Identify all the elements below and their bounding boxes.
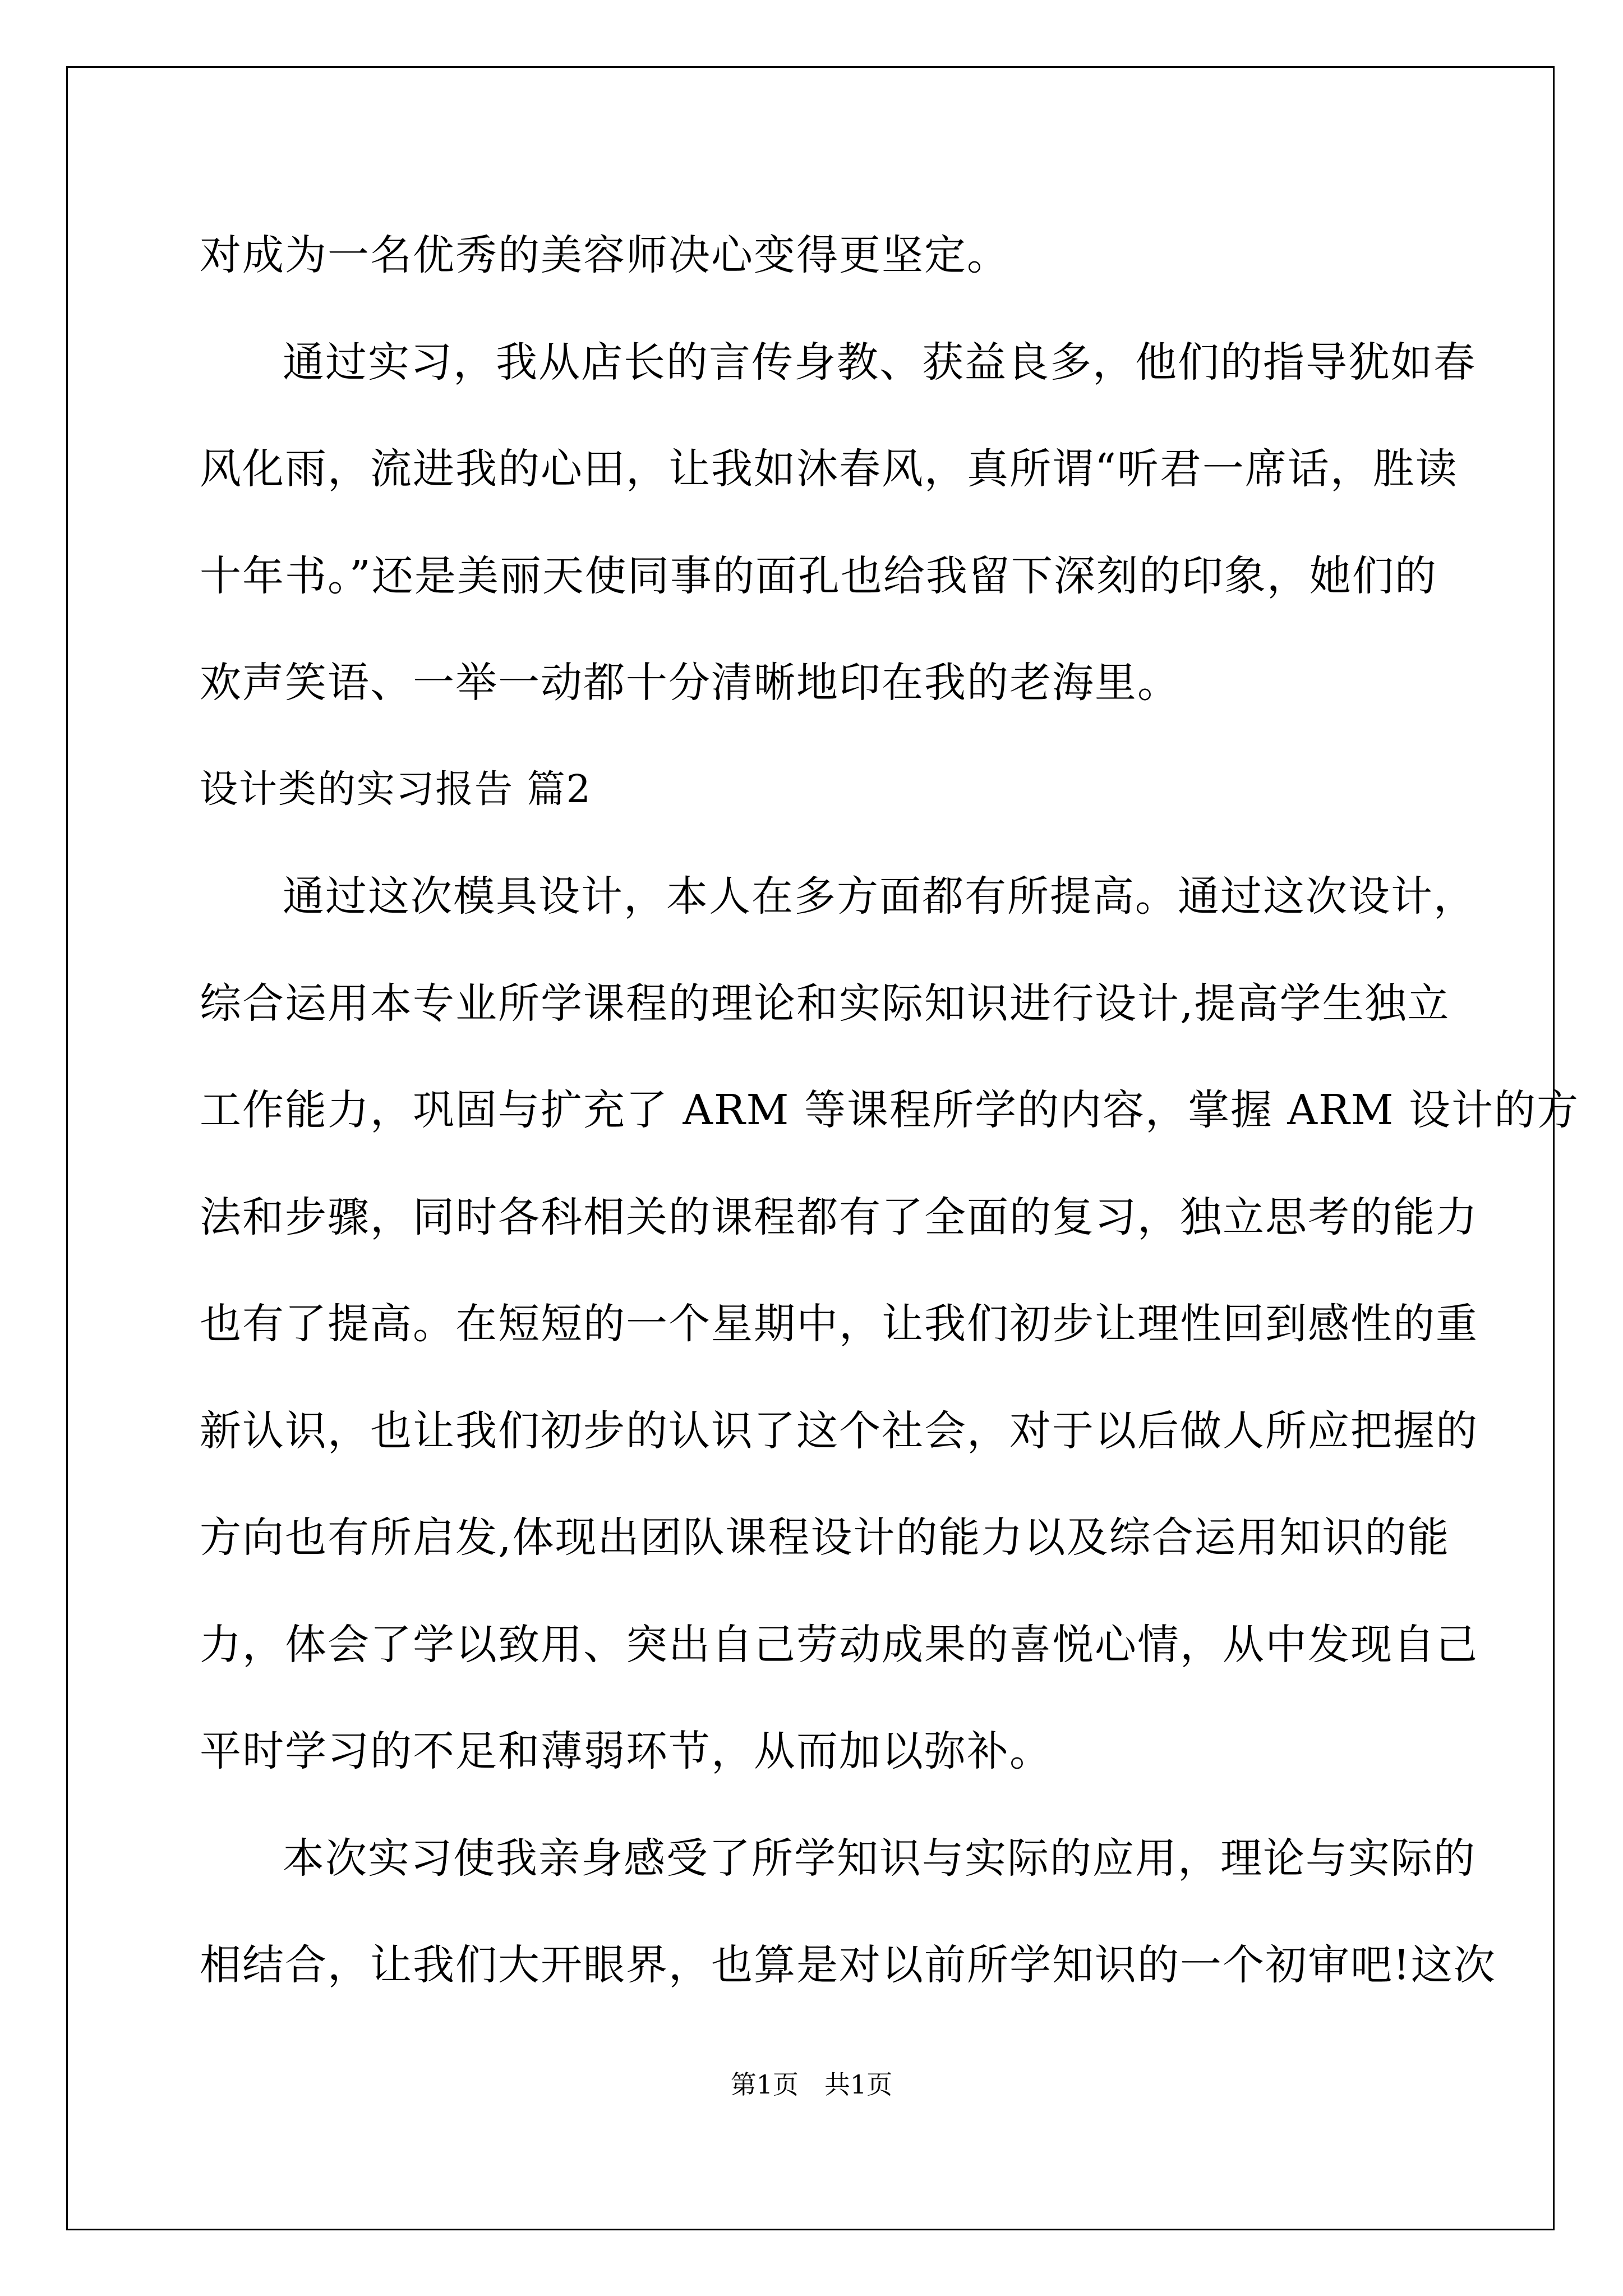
paragraph-line: 新认识，也让我们初步的认识了这个社会，对于以后做人所应把握的 bbox=[200, 1406, 1478, 1455]
paragraph-line: 工作能力，巩固与扩充了 ARM 等课程所学的内容，掌握 ARM 设计的方 bbox=[200, 1086, 1579, 1134]
paragraph-line: 通过实习，我从店长的言传身教、获益良多，他们的指导犹如春 bbox=[283, 338, 1476, 386]
paragraph-line: 对成为一名优秀的美容师决心变得更坚定。 bbox=[200, 231, 1009, 279]
paragraph-line: 欢声笑语、一举一动都十分清晰地印在我的老海里。 bbox=[200, 659, 1180, 707]
section-heading: 设计类的实习报告 篇2 bbox=[200, 767, 592, 812]
paragraph-line: 也有了提高。在短短的一个星期中，让我们初步让理性回到感性的重 bbox=[200, 1300, 1478, 1348]
page-number-footer: 第1页 共1页 bbox=[730, 2069, 893, 2100]
paragraph-line: 力，体会了学以致用、突出自己劳动成果的喜悦心情，从中发现自己 bbox=[200, 1620, 1478, 1669]
document-body bbox=[200, 202, 1579, 2019]
paragraph-line: 相结合，让我们大开眼界，也算是对以前所学知识的一个初审吧!这次 bbox=[200, 1941, 1496, 1989]
paragraph-line: 十年书。”还是美丽天使同事的面孔也给我留下深刻的印象，她们的 bbox=[200, 551, 1437, 600]
paragraph-line: 通过这次模具设计，本人在多方面都有所提高。通过这次设计， bbox=[283, 872, 1476, 921]
paragraph-line: 风化雨，流进我的心田，让我如沐春风，真所谓“听君一席话，胜读 bbox=[200, 445, 1458, 493]
paragraph-line: 综合运用本专业所学课程的理论和实际知识进行设计,提高学生独立 bbox=[200, 979, 1450, 1028]
paragraph-line: 方向也有所启发,体现出团队课程设计的能力以及综合运用知识的能 bbox=[200, 1513, 1450, 1562]
paragraph-line: 法和步骤，同时各科相关的课程都有了全面的复习，独立思考的能力 bbox=[200, 1193, 1478, 1241]
paragraph-line: 平时学习的不足和薄弱环节，从而加以弥补。 bbox=[200, 1727, 1052, 1775]
paragraph-line: 本次实习使我亲身感受了所学知识与实际的应用，理论与实际的 bbox=[283, 1834, 1476, 1883]
